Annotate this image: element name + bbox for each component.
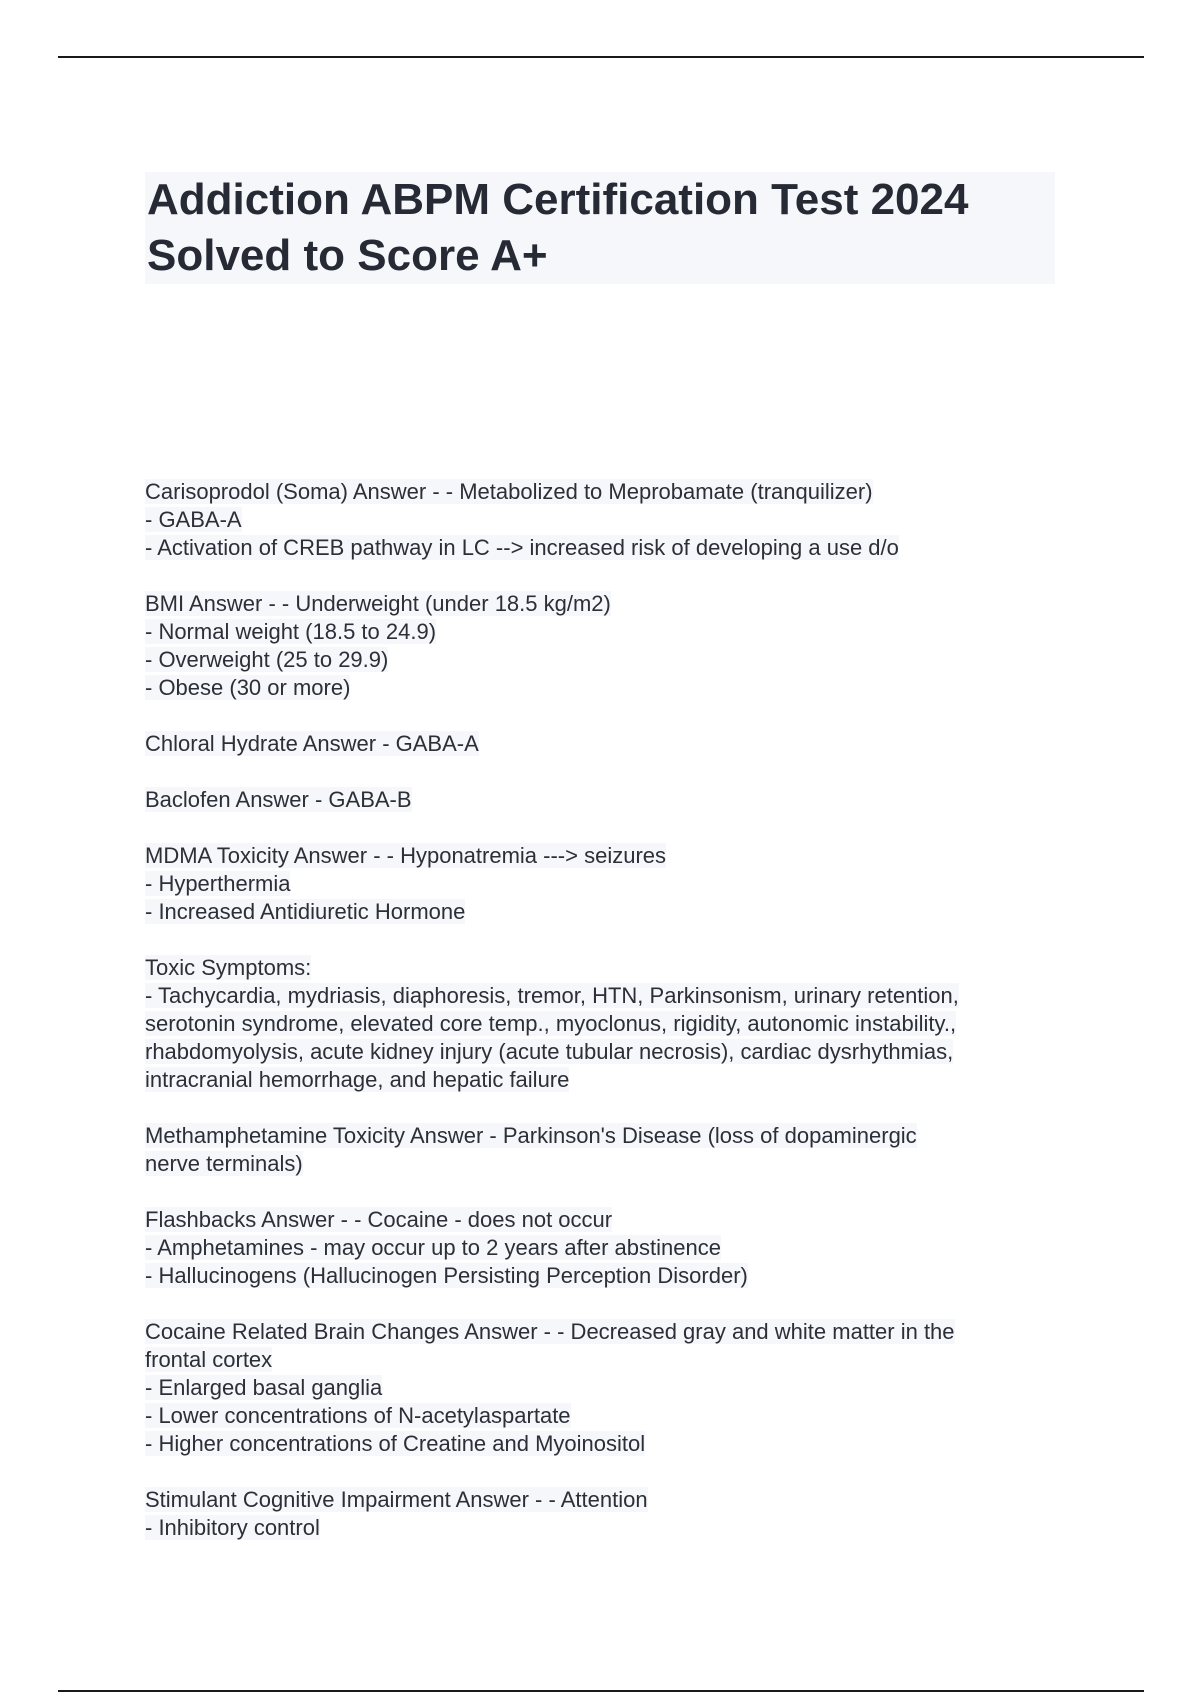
qa-entry xyxy=(145,1122,1065,1178)
qa-entry xyxy=(145,1318,1065,1458)
qa-line-text: nerve terminals) xyxy=(145,1151,303,1176)
qa-line xyxy=(145,618,1065,646)
qa-line-text: Flashbacks Answer - - Cocaine - does not occur xyxy=(145,1207,613,1232)
qa-line-text: - Lower concentrations of N-acetylaspartate xyxy=(145,1403,571,1428)
qa-line-text: - Increased Antidiuretic Hormone xyxy=(145,899,466,924)
qa-line xyxy=(145,786,1065,814)
qa-entry xyxy=(145,730,1065,758)
qa-entry xyxy=(145,590,1065,702)
qa-line xyxy=(145,898,1065,926)
title-line-1: Addiction ABPM Certification Test 2024 xyxy=(147,175,969,224)
qa-line xyxy=(145,1234,1065,1262)
qa-entry xyxy=(145,954,1065,1094)
qa-line-text: rhabdomyolysis, acute kidney injury (acute tubular necrosis), cardiac dysrhythmias, xyxy=(145,1039,954,1064)
qa-line-text: - Hallucinogens (Hallucinogen Persisting Perception Disorder) xyxy=(145,1263,748,1288)
qa-line xyxy=(145,1402,1065,1430)
qa-line-text: - Activation of CREB pathway in LC --> increased risk of developing a use d/o xyxy=(145,535,899,560)
qa-line-text: Carisoprodol (Soma) Answer - - Metabolized to Meprobamate (tranquilizer) xyxy=(145,479,873,504)
document-body xyxy=(145,478,1065,1570)
qa-line-text: - Enlarged basal ganglia xyxy=(145,1375,383,1400)
qa-line-text: Cocaine Related Brain Changes Answer - - Decreased gray and white matter in the xyxy=(145,1319,955,1344)
qa-line xyxy=(145,1038,1065,1066)
qa-line-text: - Hyperthermia xyxy=(145,871,291,896)
qa-line xyxy=(145,646,1065,674)
qa-entry xyxy=(145,1486,1065,1542)
qa-line xyxy=(145,730,1065,758)
qa-line-text: - Tachycardia, mydriasis, diaphoresis, tremor, HTN, Parkinsonism, urinary retention, xyxy=(145,983,959,1008)
qa-line-text: - Amphetamines - may occur up to 2 years after abstinence xyxy=(145,1235,721,1260)
qa-line xyxy=(145,590,1065,618)
qa-line xyxy=(145,478,1065,506)
qa-line xyxy=(145,1010,1065,1038)
qa-entry xyxy=(145,842,1065,926)
top-rule xyxy=(58,56,1144,58)
qa-line xyxy=(145,842,1065,870)
qa-line xyxy=(145,1430,1065,1458)
qa-line xyxy=(145,982,1065,1010)
qa-line-text: serotonin syndrome, elevated core temp., myoclonus, rigidity, autonomic instability., xyxy=(145,1011,957,1036)
qa-line xyxy=(145,1346,1065,1374)
qa-line-text: - Higher concentrations of Creatine and Myoinositol xyxy=(145,1431,646,1456)
qa-line xyxy=(145,1150,1065,1178)
qa-entry xyxy=(145,1206,1065,1290)
bottom-rule xyxy=(58,1690,1144,1692)
qa-line xyxy=(145,506,1065,534)
title-line-2: Solved to Score A+ xyxy=(147,231,548,280)
qa-line xyxy=(145,954,1065,982)
qa-line-text: Toxic Symptoms: xyxy=(145,955,312,980)
document-title xyxy=(145,172,1055,284)
qa-line-text: BMI Answer - - Underweight (under 18.5 kg/m2) xyxy=(145,591,611,616)
qa-line xyxy=(145,534,1065,562)
qa-line-text: - Normal weight (18.5 to 24.9) xyxy=(145,619,437,644)
qa-line-text: Baclofen Answer - GABA-B xyxy=(145,787,412,812)
qa-line xyxy=(145,1066,1065,1094)
qa-line xyxy=(145,674,1065,702)
qa-line xyxy=(145,1486,1065,1514)
qa-line-text: frontal cortex xyxy=(145,1347,273,1372)
qa-line xyxy=(145,1374,1065,1402)
qa-line xyxy=(145,1206,1065,1234)
qa-line-text: - Inhibitory control xyxy=(145,1515,320,1540)
qa-line-text: - Overweight (25 to 29.9) xyxy=(145,647,389,672)
qa-line-text: Chloral Hydrate Answer - GABA-A xyxy=(145,731,479,756)
qa-line-text: - Obese (30 or more) xyxy=(145,675,351,700)
qa-line xyxy=(145,1262,1065,1290)
qa-line xyxy=(145,870,1065,898)
qa-line-text: MDMA Toxicity Answer - - Hyponatremia ---> seizures xyxy=(145,843,667,868)
qa-line xyxy=(145,1514,1065,1542)
qa-line-text: intracranial hemorrhage, and hepatic failure xyxy=(145,1067,570,1092)
qa-line-text: - GABA-A xyxy=(145,507,242,532)
qa-entry xyxy=(145,786,1065,814)
qa-line xyxy=(145,1318,1065,1346)
qa-entry xyxy=(145,478,1065,562)
qa-line-text: Stimulant Cognitive Impairment Answer - - Attention xyxy=(145,1487,648,1512)
qa-line-text: Methamphetamine Toxicity Answer - Parkinson's Disease (loss of dopaminergic xyxy=(145,1123,917,1148)
qa-line xyxy=(145,1122,1065,1150)
